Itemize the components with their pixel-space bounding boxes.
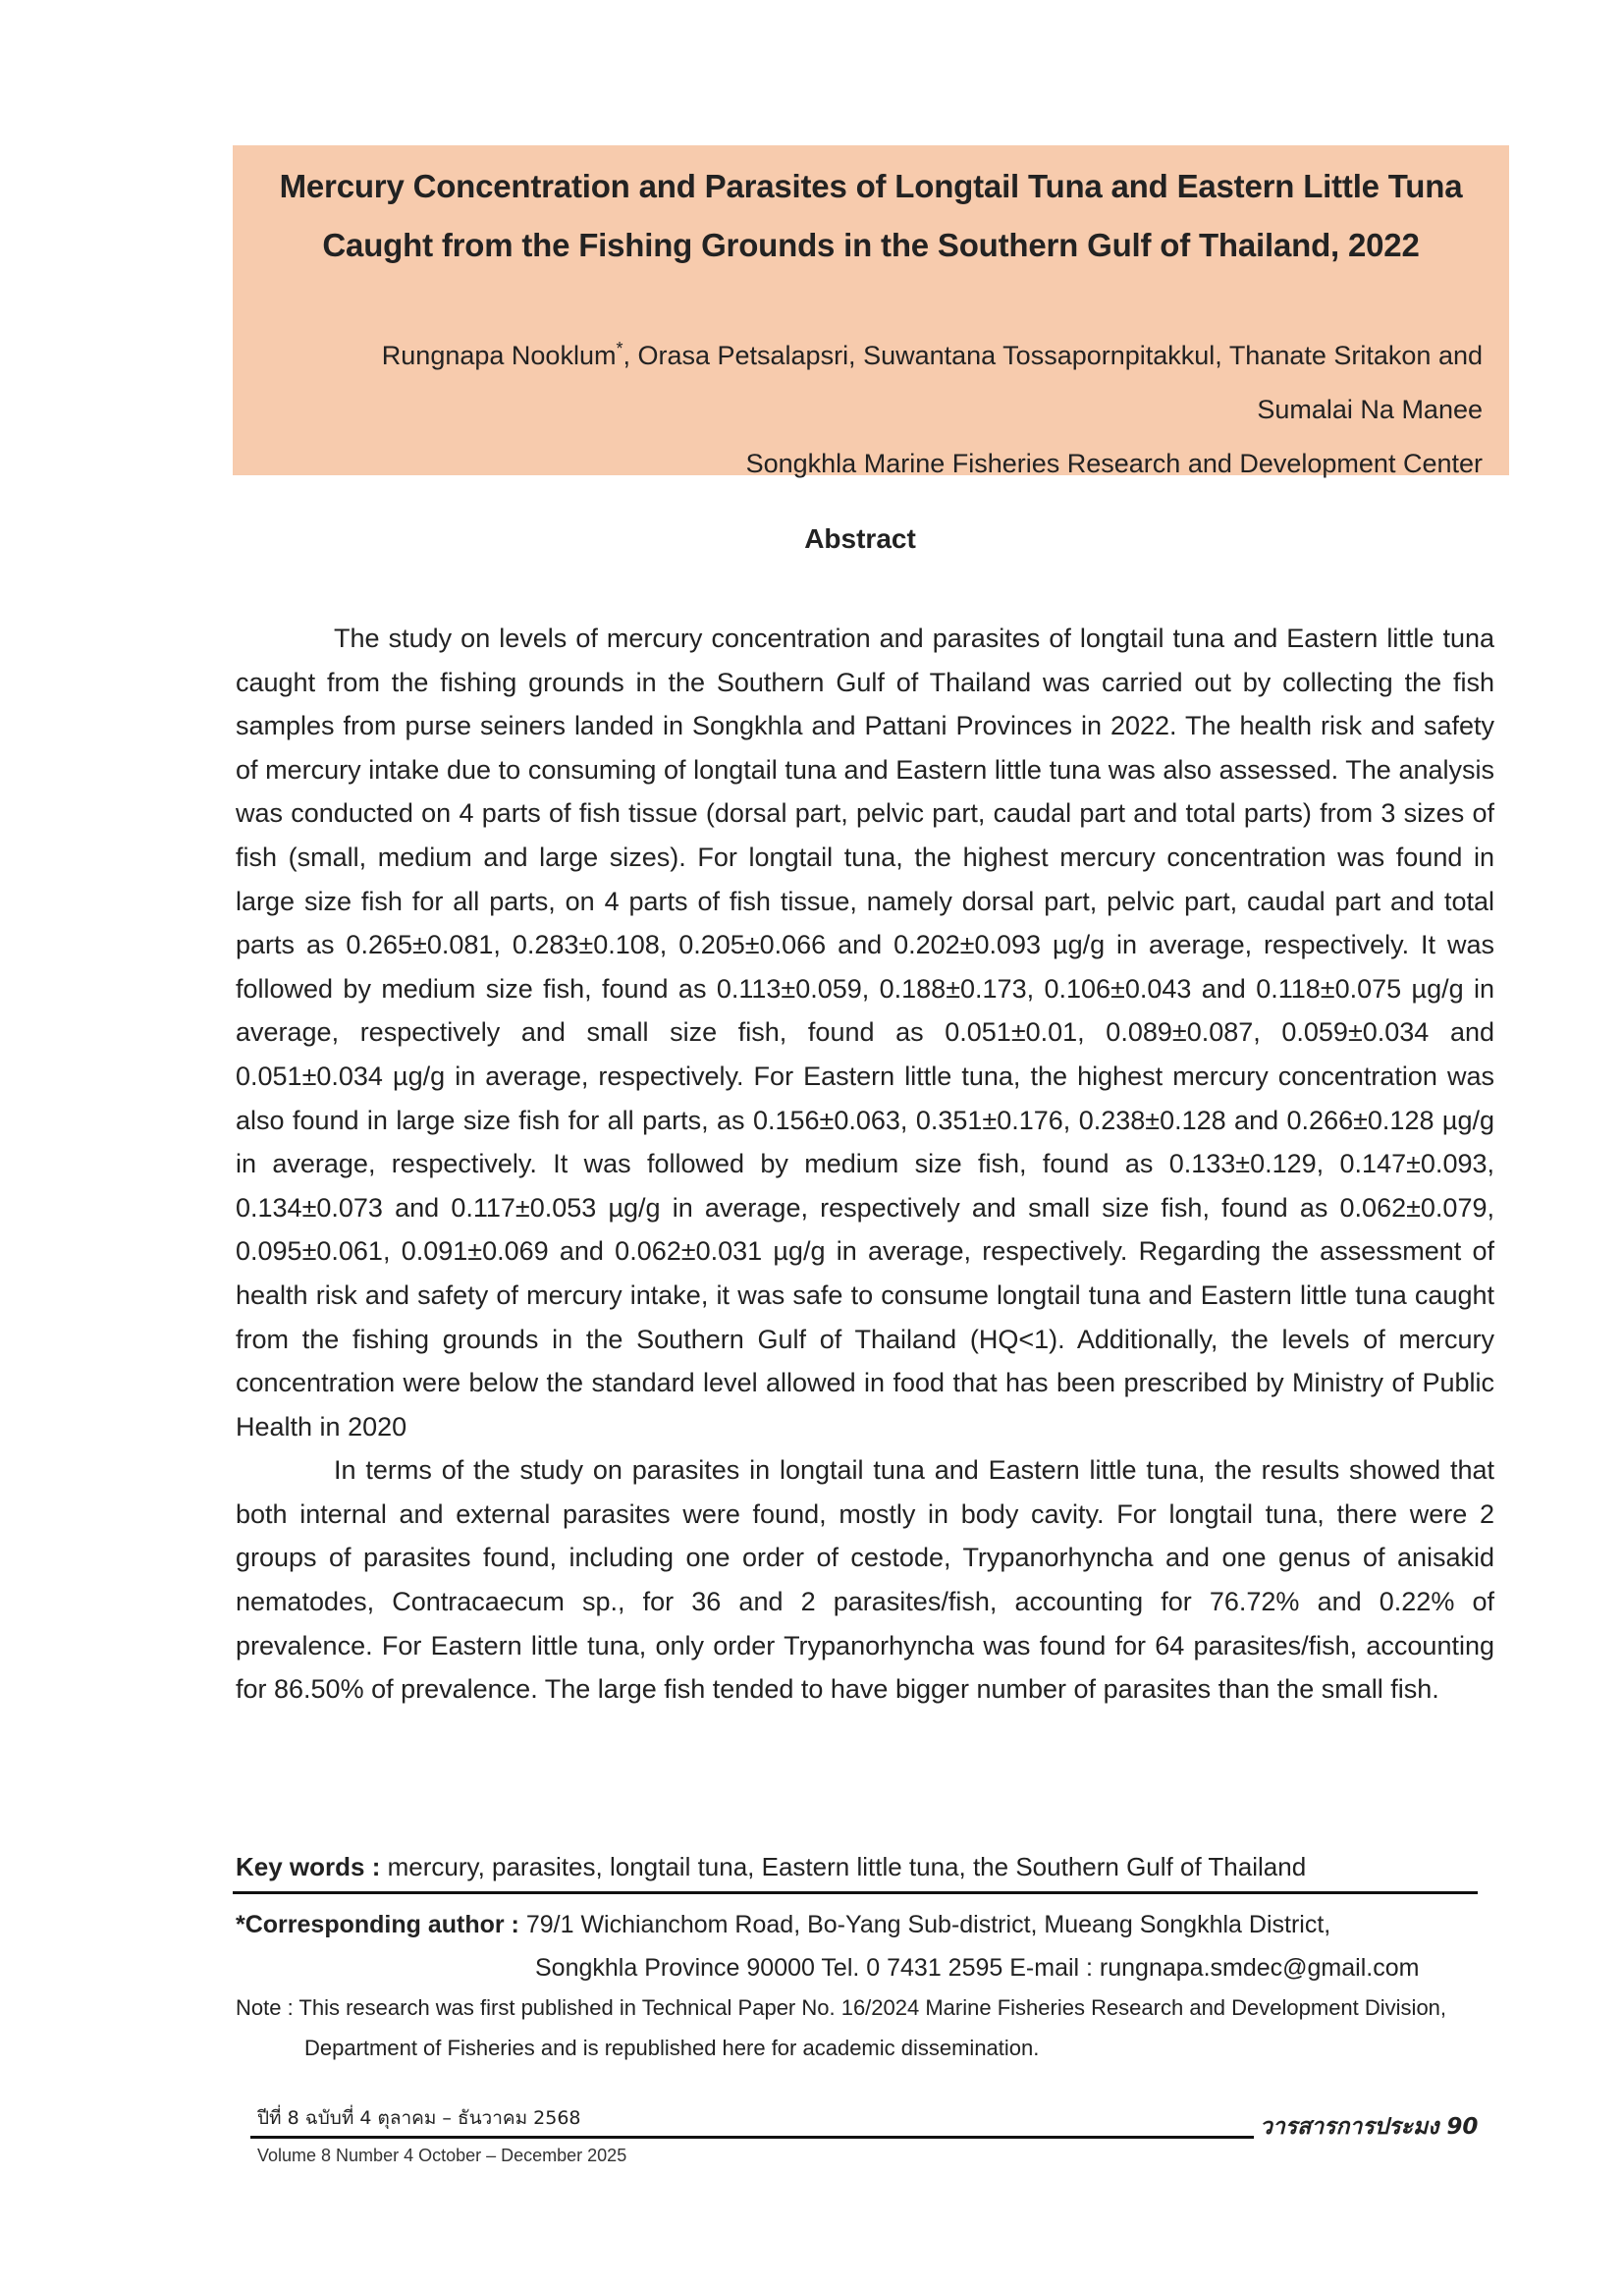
abstract-paragraph-2: In terms of the study on parasites in longtail tuna and Eastern little tuna, the results showed that both internal and external parasites were found, mostly in body cavity. For longtail tuna, there were 2 groups of parasites found, including one order of cestode, Trypanorhyncha and one genus of anisakid nematodes, Contracaecum sp., for 36 and 2 parasites/fish, accounting for 76.72% and 0.22% of prevalence. For Eastern little tuna, only order Trypanorhyncha was found for 64 parasites/fish, accounting for 86.50% of prevalence. The large fish tended to have bigger number of parasites than the small fish.: [236, 1455, 1494, 1705]
keywords-text: mercury, parasites, longtail tuna, Eastern little tuna, the Southern Gulf of Thailand: [380, 1852, 1307, 1881]
note-line-2: Department of Fisheries and is republished here for academic dissemination.: [304, 2036, 1040, 2060]
title-block: [233, 145, 1509, 478]
corresponding-author: [236, 1903, 1419, 1989]
publication-note: [236, 1987, 1502, 2068]
footer-issue-english: Volume 8 Number 4 October – December 2025: [257, 2146, 627, 2165]
corresponding-mark: *: [616, 339, 623, 358]
authors-line-2: Sumalai Na Manee: [1257, 395, 1483, 424]
affiliation: Songkhla Marine Fisheries Research and Development Center: [745, 449, 1483, 478]
abstract-heading: Abstract: [804, 523, 916, 554]
corresponding-label: *Corresponding author :: [236, 1911, 519, 1938]
keywords: [236, 1852, 1306, 1882]
corresponding-contact: Songkhla Province 90000 Tel. 0 7431 2595 E-mail : rungnapa.smdec@gmail.com: [535, 1954, 1420, 1982]
co-authors: , Orasa Petsalapsri, Suwantana Tossapornpitakkul, Thanate Sritakon and: [623, 341, 1483, 370]
footer-journal-page: วารสารการประมง 90: [1260, 2114, 1479, 2140]
paper-title: [233, 157, 1509, 275]
authors-line-1: [382, 322, 1483, 383]
keywords-label: Key words :: [236, 1852, 381, 1881]
author-list: [382, 322, 1483, 491]
footer-issue-thai: ปีที่ 8 ฉบับที่ 4 ตุลาคม – ธันวาคม 2568: [257, 2107, 581, 2129]
title-line-2: Caught from the Fishing Grounds in the Southern Gulf of Thailand, 2022: [322, 227, 1420, 263]
keywords-divider: [233, 1891, 1478, 1894]
first-author: Rungnapa Nooklum: [381, 341, 617, 370]
corresponding-address: 79/1 Wichianchom Road, Bo-Yang Sub-district, Mueang Songkhla District,: [518, 1911, 1331, 1938]
footer-divider: [250, 2136, 1254, 2139]
note-line-1: Note : This research was first published in Technical Paper No. 16/2024 Marine Fisheries Research and Development Division,: [236, 1995, 1447, 2020]
abstract-paragraph-1: The study on levels of mercury concentration and parasites of longtail tuna and Eastern little tuna caught from the fishing grounds in the Southern Gulf of Thailand was carried out by collecting the fish samples from purse seiners landed in Songkhla and Pattani Provinces in 2022. The health risk and safety of mercury intake due to consuming of longtail tuna and Eastern little tuna was also assessed. The analysis was conducted on 4 parts of fish tissue (dorsal part, pelvic part, caudal part and total parts) from 3 sizes of fish (small, medium and large sizes). For longtail tuna, the highest mercury concentration was found in large size fish for all parts, on 4 parts of fish tissue, namely dorsal part, pelvic part, caudal part and total parts as 0.265±0.081, 0.283±0.108, 0.205±0.066 and 0.202±0.093 µg/g in average, respectively. It was followed by medium size fish, found as 0.113±0.059, 0.188±0.173, 0.106±0.043 and 0.118±0.075 µg/g in average, respectively and small size fish, found as 0.051±0.01, 0.089±0.087, 0.059±0.034 and 0.051±0.034 µg/g in average, respectively. For Eastern little tuna, the highest mercury concentration was also found in large size fish for all parts, as 0.156±0.063, 0.351±0.176, 0.238±0.128 and 0.266±0.128 µg/g in average, respectively. It was followed by medium size fish, found as 0.133±0.129, 0.147±0.093, 0.134±0.073 and 0.117±0.053 µg/g in average, respectively and small size fish, found as 0.062±0.079, 0.095±0.061, 0.091±0.069 and 0.062±0.031 µg/g in average, respectively. Regarding the assessment of health risk and safety of mercury intake, it was safe to consume longtail tuna and Eastern little tuna caught from the fishing grounds in the Southern Gulf of Thailand (HQ<1). Additionally, the levels of mercury concentration were below the standard level allowed in food that has been prescribed by Ministry of Public Health in 2020: [236, 624, 1494, 1442]
title-line-1: Mercury Concentration and Parasites of Longtail Tuna and Eastern Little Tuna: [279, 168, 1463, 204]
abstract-body: [236, 617, 1494, 1712]
